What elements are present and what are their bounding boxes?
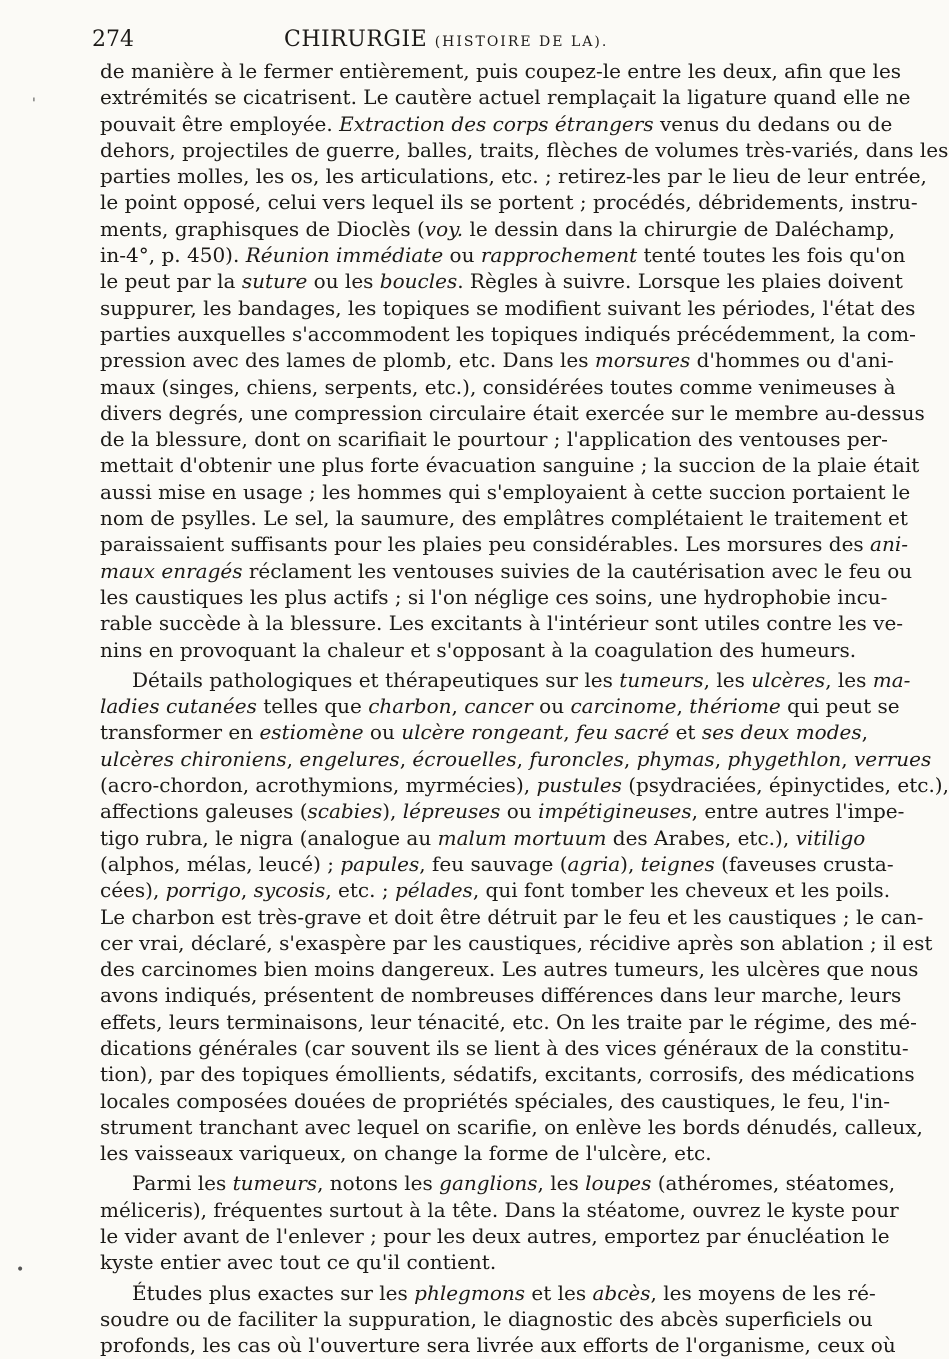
text-line: divers degrés, une compression circulaire était exercée sur le membre au-dessus [100, 400, 925, 425]
text-line: transformer en estiomène ou ulcère rongeant, feu sacré et ses deux modes, [100, 720, 868, 745]
text-line: ladies cutanées telles que charbon, cancer ou carcinome, thériome qui peut se [100, 694, 900, 719]
text-line: méliceris), fréquentes surtout à la tête. Dans la stéatome, ouvrez le kyste pour [100, 1197, 899, 1222]
text-line: le peut par la suture ou les boucles. Règles à suivre. Lorsque les plaies doivent [100, 269, 903, 294]
text-line: tigo rubra, le nigra (analogue au malum mortuum des Arabes, etc.), vitiligo [100, 825, 866, 850]
text-line: effets, leurs terminaisons, leur ténacité, etc. On les traite par le régime, des mé- [100, 1009, 917, 1034]
margin-speck: ' [32, 96, 36, 112]
text-line: le vider avant de l'enlever ; pour les deux autres, emportez par énucléation le [100, 1224, 890, 1249]
text-line: de manière à le fermer entièrement, puis coupez-le entre les deux, afin que les [100, 59, 902, 83]
paragraph [100, 1280, 896, 1359]
text-line: pression avec des lames de plomb, etc. Dans les morsures d'hommes ou d'ani- [100, 348, 894, 373]
text-line: Études plus exactes sur les phlegmons et les abcès, les moyens de les ré- [132, 1280, 876, 1305]
text-line: rable succède à la blessure. Les excitants à l'intérieur sont utiles contre les ve- [100, 611, 904, 636]
text-line: ments, graphisques de Dioclès (voy. le dessin dans la chirurgie de Daléchamp, [100, 216, 895, 241]
text-line: dehors, projectiles de guerre, balles, traits, flèches de volumes très-variés, dans les [100, 137, 949, 162]
paragraph [100, 1170, 899, 1275]
text-line: nom de psylles. Le sel, la saumure, des emplâtres complétaient le traitement et [100, 506, 908, 531]
text-line: maux enragés réclament les ventouses suivies de la cautérisation avec le feu ou [100, 558, 913, 583]
text-line: soudre ou de faciliter la suppuration, le diagnostic des abcès superficiels ou [100, 1306, 873, 1331]
text-line: suppurer, les bandages, les topiques se modifient suivant les périodes, l'état des [100, 295, 916, 320]
margin-speck: • [16, 1262, 25, 1278]
text-line: (acro-chordon, acrothymions, myrmécies), pustules (psydraciées, épinyctides, etc.), [100, 773, 949, 798]
body-text [100, 58, 949, 1359]
running-header [92, 18, 772, 62]
text-line: le point opposé, celui vers lequel ils se portent ; procédés, débridements, instru- [100, 190, 918, 215]
paragraph [100, 58, 949, 663]
text-line: extrémités se cicatrisent. Le cautère actuel remplaçait la ligature quand elle ne [100, 85, 911, 110]
text-line: des carcinomes bien moins dangereux. Les autres tumeurs, les ulcères que nous [100, 957, 919, 982]
text-line: aussi mise en usage ; les hommes qui s'employaient à cette succion portaient le [100, 479, 911, 504]
text-line: strument tranchant avec lequel on scarifie, on enlève les bords dénudés, calleux, [100, 1114, 923, 1139]
paragraph [100, 667, 949, 1167]
text-line: ulcères chironiens, engelures, écrouelles, furoncles, phymas, phygethlon, verrues [100, 746, 932, 771]
text-line: Détails pathologiques et thérapeutiques sur les tumeurs, les ulcères, les ma- [132, 667, 911, 692]
page-number: 274 [92, 27, 134, 52]
text-line: tion), par des topiques émollients, sédatifs, excitants, corrosifs, des médications [100, 1062, 915, 1087]
text-line: pouvait être employée. Extraction des corps étrangers venus du dedans ou de [100, 111, 893, 136]
text-line: les vaisseaux variqueux, on change la forme de l'ulcère, etc. [100, 1141, 712, 1166]
page-bottom-margin [300, 1306, 760, 1314]
text-line: Le charbon est très-grave et doit être détruit par le feu et les caustiques ; le can- [100, 904, 924, 929]
text-line: (alphos, mélas, leucé) ; papules, feu sauvage (agria), teignes (faveuses crusta- [100, 851, 894, 876]
text-line: maux (singes, chiens, serpents, etc.), considérées toutes comme venimeuses à [100, 374, 896, 399]
text-line: cées), porrigo, sycosis, etc. ; pélades, qui font tomber les cheveux et les poils. [100, 878, 891, 903]
text-line: parties molles, les os, les articulations, etc. ; retirez-les par le lieu de leur entrée, [100, 164, 927, 189]
text-line: mettait d'obtenir une plus forte évacuation sanguine ; la succion de la plaie était [100, 453, 920, 478]
text-line: cer vrai, déclaré, s'exaspère par les caustiques, récidive après son ablation ; il est [100, 930, 933, 955]
text-line: Parmi les tumeurs, notons les ganglions, les loupes (athéromes, stéatomes, [132, 1171, 896, 1196]
text-line: de la blessure, dont on scarifiait le pourtour ; l'application des ventouses per- [100, 427, 888, 452]
text-line: avons indiqués, présentent de nombreuses différences dans leur marche, leurs [100, 983, 902, 1008]
text-line: locales composées douées de propriétés spéciales, des caustiques, le feu, l'in- [100, 1088, 890, 1113]
text-line: les caustiques les plus actifs ; si l'on néglige ces soins, une hydrophobie incu- [100, 584, 888, 609]
text-line: in-4°, p. 450). Réunion immédiate ou rapprochement tenté toutes les fois qu'on [100, 243, 906, 268]
running-title-sub: (HISTOIRE DE LA). [434, 34, 609, 50]
text-line: profonds, les cas où l'ouverture sera livrée aux efforts de l'organisme, ceux où [100, 1333, 896, 1358]
text-line: nins en provoquant la chaleur et s'opposant à la coagulation des humeurs. [100, 637, 857, 662]
text-line: kyste entier avec tout ce qu'il contient. [100, 1250, 497, 1275]
text-line: paraissaient suffisants pour les plaies peu considérables. Les morsures des ani- [100, 532, 909, 557]
text-line: dications générales (car souvent ils se lient à des vices généraux de la constitu- [100, 1035, 909, 1060]
text-line: affections galeuses (scabies), lépreuses ou impétigineuses, entre autres l'impe- [100, 799, 905, 824]
running-title-main: CHIRURGIE [284, 27, 428, 52]
text-line: parties auxquelles s'accommodent les topiques indiqués précédemment, la com- [100, 321, 916, 346]
